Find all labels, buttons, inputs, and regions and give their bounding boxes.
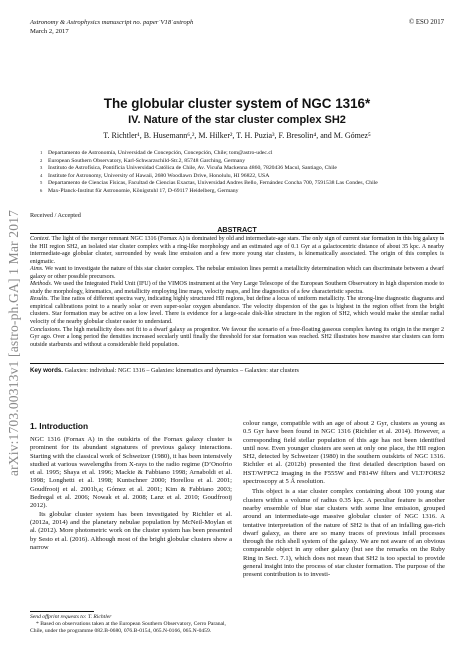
footnote-rule [30, 611, 94, 612]
keywords-label: Key words. [30, 367, 64, 374]
journal-line: Astronomy & Astrophysics manuscript no. paper˙V18˙astroph [30, 19, 194, 26]
abstract-label: Conclusions. [30, 326, 62, 333]
copyright-notice: © ESO 2017 [409, 19, 444, 26]
affiliation-text: Institute for Astronomy, University of Hawaii, 2680 Woodlawn Drive, Honolulu, HI 96822, USA [48, 172, 270, 179]
affiliation-text: Max-Planck-Institut für Astronomie, Königstuhl 17, D-69117 Heidelberg, Germany [48, 187, 239, 194]
arxiv-stamp [4, 209, 24, 477]
running-header [30, 19, 193, 36]
body-paragraph: This object is a star cluster complex containing about 100 young star clusters within a volume of radius 0.35 kpc. A peculiar feature is another nearby ensemble of blue star clusters with some line emission, grouped around an intermediate-age massive globular cluster of NGC 1316. A tentative interpretation of the nature of SH2 is that of an infalling gas-rich dwarf galaxy, as there are so many traces of previous infall processes through the rich shell system of the galaxy. We are not aware of an obvious comparable object in any other galaxy (but see the remarks on the Ruby Ring in Sect. 7.1), which does not mean that SH2 is too special to provide general insight into the process of star cluster formation. The purpose of the present contribution is to investi- [243, 488, 445, 579]
affiliation-number: 3 [40, 165, 43, 171]
affiliation-text: Instituto de Astrofísica, Pontificia Universidad Católica de Chile, Av. Vicuña Mackenna 4860, 7820436 Macul, Santiago, Chile [48, 165, 337, 172]
abstract-methods [30, 281, 444, 296]
abstract-label: Results. [30, 296, 49, 303]
abstract-conclusions [30, 327, 444, 350]
affiliation-number: 1 [40, 150, 43, 155]
abstract-text: The high metallicity does not fit to a dwarf galaxy as progenitor. We favour the scenario of a free-floating gaseous complex having its origin in the merger 2 Gyr ago. Over a long period the densities increased secularly until finally the threshold for star formation was reached. SH2 illustrates how massive star clusters can form outside starbursts and without a considerable field population. [30, 326, 444, 348]
body-paragraph: Its globular cluster system has been investigated by Richtler et al. (2012a, 2014) and the planetary nebulae population by McNeil-Moylan et al. (2012). More photometric work on the cluster system has been presented by Sesto et al. (2016). Although most of the bright globular clusters show a narrow [30, 510, 232, 551]
paper-subtitle: IV. Nature of the star cluster complex SH2 [128, 114, 346, 126]
observation-footnote: * Based on observations taken at the European Southern Observatory, Cerro Paranal, Chile, under the programme 082.B-0680, 076.B-0154, 065.N-0166, 065.N-0459. [30, 621, 226, 634]
abstract-text: We used the Integrated Field Unit (IFU) of the VIMOS instrument at the Very Large Telescope of the European Southern Observatory in high dispersion mode to study the morphology, kinematics, and metallicity employing line maps, velocity maps, and line diagnostics of a few characteristic spectra. [30, 281, 444, 295]
affiliation-number: 6 [40, 187, 43, 193]
affiliation [40, 188, 444, 196]
abstract-text: The light of the merger remnant NGC 1316 (Fornax A) is dominated by old and intermediate-age stars. The only sign of current star formation in this big galaxy is the HII region SH2, an isolated star cluster complex with a ring-like morphology and an estimated age of 0.1 Gyr at a galactocentric distance of about 35 kpc. A nearby intermediate-age globular cluster, surrounded by weak line emission and a few more young star clusters, is kinematically associated. The origin of this complex is enigmatic. [30, 236, 444, 265]
offprint-request: Send offprint requests to: T. Richtler [30, 614, 112, 620]
affiliation-number: 2 [40, 157, 43, 163]
affiliation [40, 180, 444, 188]
section-heading: 1. Introduction [30, 421, 89, 431]
body-paragraph: NGC 1316 (Fornax A) in the outskirts of the Fornax galaxy cluster is prominent for its abundant signatures of previous galaxy interactions. Starting with the classical work of Schweizer (1980), it has been intensively studied at various wavelengths from X-rays to the radio regime (D’Onofrio et al. 1995; Shaya et al. 1996; Mackie & Fabbiano 1998; Arnaboldi et al. 1998; Longhetti et al. 1998; Kuntschner 2000; Horellou et al. 2001; Goudfrooij et al. 2001b,a; Gómez et al. 2001; Kim & Fabbiano 2003; Bedregal et al. 2006; Nowak et al. 2008; Lanz et al. 2010; Goudfrooij 2012). [30, 436, 232, 510]
affiliation [40, 150, 444, 158]
footnotes [30, 614, 232, 635]
abstract-label: Aims. [30, 266, 44, 273]
abstract-text: We want to investigate the nature of this star cluster complex. The nebular emission lines permit a metallicity determination which can discriminate between a dwarf galaxy or other possible precursors. [30, 266, 444, 280]
affiliation-number: 4 [40, 172, 43, 178]
abstract-results [30, 296, 444, 326]
left-column [30, 436, 232, 552]
arxiv-id: arXiv:1703.00313v1 [astro-ph.GA] 1 Mar 2017 [6, 209, 21, 477]
abstract-bottom-rule [30, 363, 444, 364]
affiliation-number: 5 [40, 180, 43, 186]
affiliation-text: Departamento de Ciencias Físicas, Facultad de Ciencias Exactas, Universidad Andres Bello, Fernández Concha 700, 7591538 Las Condes, Chile [48, 180, 378, 187]
abstract-body [30, 236, 444, 349]
right-column [243, 420, 445, 580]
author-list: T. Richtler¹, B. Husemann⁶,², M. Hilker², T. H. Puzia³, F. Bresolin⁴, and M. Gómez⁵ [103, 131, 371, 140]
body-paragraph: colour range, compatible with an age of about 2 Gyr, clusters as young as 0.5 Gyr have been found in NGC 1316 (Richtler et al. 2014). However, a corresponding field stellar population of this age has not been identified until now. Even younger clusters are seen at only one place, the HII region SH2, detected by Schweizer (1980) in the southern outskirts of NGC 1316. Richtler et al. (2012b) presented the first detailed description based on HST/WFPC2 imaging in the F555W and F814W filters and VLT/FORS2 spectroscopy at 5 Å resolution. [243, 420, 445, 486]
keywords [30, 367, 444, 375]
abstract-top-rule [30, 233, 444, 234]
abstract-label: Methods. [30, 281, 53, 288]
abstract-label: Context. [30, 236, 51, 242]
header-date: March 2, 2017 [30, 27, 69, 35]
paper-title: The globular cluster system of NGC 1316* [103, 96, 371, 111]
abstract-heading: ABSTRACT [217, 225, 257, 234]
affiliation-text: Departamento de Astronomía, Universidad de Concepción, Concepción, Chile; tom@astro-udec.cl [48, 150, 273, 156]
affiliation-list [40, 150, 444, 196]
affiliation [40, 165, 444, 173]
affiliation-text: European Southern Observatory, Karl-Schwarzschild-Str.2, 85748 Garching, Germany [48, 157, 246, 164]
affiliation [40, 173, 444, 181]
keywords-text: Galaxies: individual: NGC 1316 – Galaxies: kinematics and dynamics – Galaxies: star clusters [64, 367, 299, 374]
received-line: Received / Accepted [30, 212, 81, 219]
abstract-context [30, 236, 444, 266]
abstract-aims [30, 266, 444, 281]
abstract-text: The line ratios of different spectra vary, indicating highly structured HII regions, but define a locus of uniform metallicity. The strong-line diagnostic diagrams and empirical calibrations point to a nearly solar or even super-solar oxygen abundance. The velocity dispersion of the gas is highest in the region offset from the bright clusters. Star formation may be active on a low level. There is evidence for a large-scale disk-like structure in the region of SH2, which would make the similar radial velocity of the nearby globular cluster easier to understand. [30, 296, 444, 326]
